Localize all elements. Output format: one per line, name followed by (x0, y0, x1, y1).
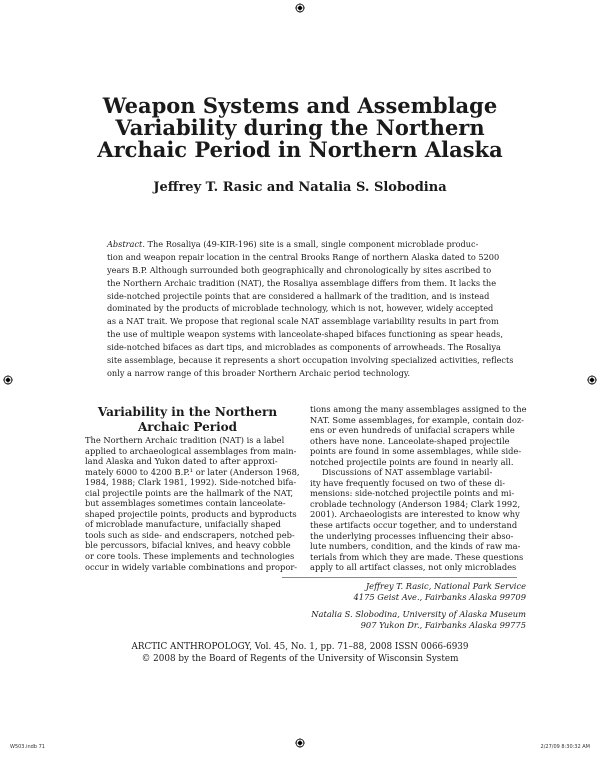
body-line: mensions: side-notched projectile points and mi- (310, 488, 515, 499)
abstract (107, 238, 514, 380)
body-line: croblade technology (Anderson 1984; Clark 1992, (310, 498, 521, 509)
printer-slug-file: W503.indb 71 (10, 744, 45, 750)
body-line: these artifacts occur together, and to understand (310, 520, 518, 531)
body-line: others have none. Lanceolate-shaped projectile (310, 435, 510, 446)
body-line: applied to archaeological assemblages from main- (85, 445, 297, 456)
title-line: Variability during the Northern (115, 115, 485, 140)
author-affiliation (200, 609, 526, 630)
section-heading (85, 405, 290, 435)
abstract-line: as a NAT trait. We propose that regional scale NAT assemblage variability results in part from (107, 316, 499, 327)
body-line: ity have frequently focused on two of these di- (310, 477, 506, 488)
crosshair-icon (587, 375, 597, 385)
body-line: shaped projectile points, products and byproducts (85, 508, 297, 519)
body-line: mately 6000 to 4200 B.P.¹ or later (Anderson 1968, (85, 466, 300, 477)
abstract-text: The Rosaliya (49-KIR-196) site is a small, single component microblade produc- (144, 239, 479, 249)
article-title (90, 95, 510, 161)
journal-citation: ARCTIC ANTHROPOLOGY, Vol. 45, No. 1, pp. 71–88, 2008 ISSN 0066-6939 (131, 642, 469, 652)
crosshair-icon (295, 3, 305, 13)
body-line: 2001). Archaeologists are interested to know why (310, 509, 520, 520)
journal-info (60, 641, 540, 665)
abstract-line: side-notched bifaces as dart tips, and microblades as components of arrowheads. The Rosaliya (107, 342, 501, 353)
body-line: ble percussors, bifacial knives, and heavy cobble (85, 540, 291, 551)
crosshair-icon (295, 738, 305, 748)
abstract-label: Abstract. (107, 239, 145, 249)
abstract-line: years B.P. Although surrounded both geographically and chronologically by sites ascribed to (107, 264, 492, 275)
body-line: Discussions of NAT assemblage variabil- (322, 467, 493, 478)
abstract-line: dominated by the products of microblade technology, which is not, however, widely accepted (107, 303, 494, 314)
body-line: occur in widely variable combinations and propor- (85, 561, 298, 572)
body-line: tools such as side- and endscrapers, notched peb- (85, 529, 295, 540)
printer-slug-timestamp: 2/27/09 8:30:32 AM (540, 744, 590, 750)
affiliation-address: 907 Yukon Dr., Fairbanks Alaska 99775 (360, 619, 526, 630)
body-line: lute numbers, condition, and the kinds of raw ma- (310, 541, 521, 552)
body-line: land Alaska and Yukon dated to after approxi- (85, 456, 278, 467)
author-affiliation (200, 581, 526, 602)
body-line: 1984, 1988; Clark 1981, 1992). Side-notched bifa- (85, 477, 297, 488)
registration-mark-bottom (295, 738, 305, 748)
journal-copyright: © 2008 by the Board of Regents of the University of Wisconsin System (141, 654, 459, 664)
body-line: cial projectile points are the hallmark of the NAT, (85, 487, 294, 498)
title-line: Weapon Systems and Assemblage (102, 93, 498, 118)
body-line: of microblade manufacture, unifacially shaped (85, 519, 281, 530)
abstract-line: side-notched projectile points that are considered a hallmark of the tradition, and is instead (107, 290, 490, 301)
body-line: ens or even hundreds of unifacial scrapers while (310, 425, 515, 436)
body-line: The Northern Archaic tradition (NAT) is a label (85, 435, 285, 445)
body-line: apply to all artifact classes, not only microblades (310, 562, 517, 573)
body-line: terials from which they are made. These questions (310, 551, 524, 562)
body-line: NAT. Some assemblages, for example, contain doz- (310, 414, 524, 425)
title-line: Archaic Period in Northern Alaska (97, 137, 503, 162)
body-line: points are found in some assemblages, while side- (310, 446, 522, 457)
affiliation-address: 4175 Geist Ave., Fairbanks Alaska 99709 (353, 591, 526, 602)
body-line: or core tools. These implements and technologies (85, 551, 295, 562)
section-heading-line: Archaic Period (137, 420, 238, 434)
registration-mark-top (295, 3, 305, 13)
body-column-left (85, 435, 300, 572)
body-line: tions among the many assemblages assigned to the (310, 404, 527, 414)
affiliation-name: Natalia S. Slobodina, University of Alaska Museum (311, 609, 526, 619)
registration-mark-left (3, 375, 13, 385)
section-heading-line: Variability in the Northern (97, 405, 278, 419)
footnote-divider (282, 577, 517, 578)
abstract-line: tion and weapon repair location in the central Brooks Range of northern Alaska dated to 5200 (107, 251, 500, 262)
body-column-right (310, 404, 527, 573)
abstract-line (107, 238, 502, 251)
body-line: the underlying processes influencing their abso- (310, 530, 514, 541)
abstract-line: site assemblage, because it represents a short occupation involving specialized activities, reflects (107, 355, 514, 366)
crosshair-icon (3, 375, 13, 385)
registration-mark-right (587, 375, 597, 385)
article-authors: Jeffrey T. Rasic and Natalia S. Slobodina (153, 180, 447, 195)
abstract-line: the use of multiple weapon systems with lanceolate-shaped bifaces functioning as spear heads, (107, 329, 503, 340)
affiliation-name: Jeffrey T. Rasic, National Park Service (365, 581, 526, 591)
body-line: notched projectile points are found in nearly all. (310, 456, 514, 467)
abstract-line: the Northern Archaic tradition (NAT), the Rosaliya assemblage differs from them. It lacks the (107, 277, 497, 288)
body-line: but assemblages sometimes contain lanceolate- (85, 498, 286, 509)
abstract-line: only a narrow range of this broader Northern Archaic period technology. (107, 367, 411, 378)
